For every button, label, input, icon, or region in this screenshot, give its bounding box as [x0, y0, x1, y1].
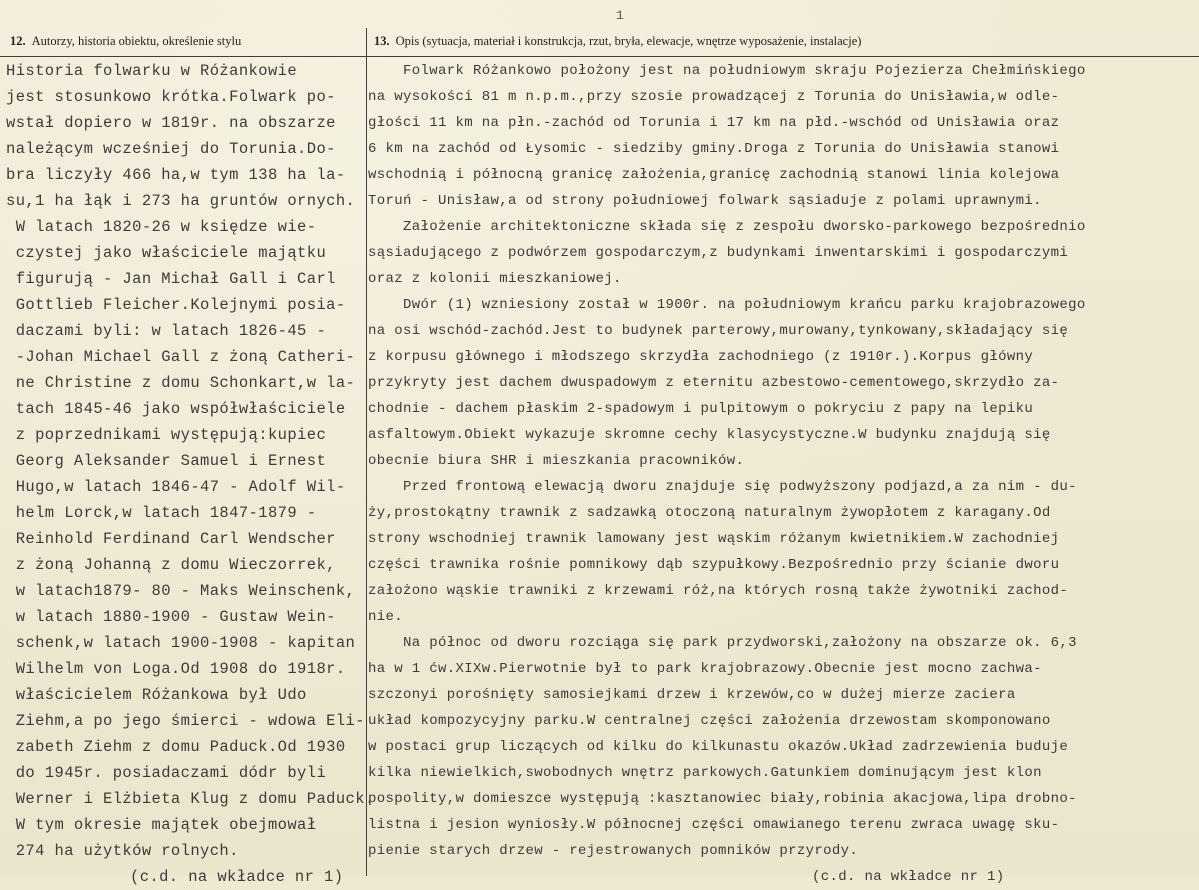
- text-line: układ kompozycyjny parku.W centralnej części założenia drzewostam skomponowano: [368, 713, 1051, 729]
- text-line: części trawnika rośnie pomnikowy dąb szypułkowy.Bezpośrednio przy ścianie dworu: [368, 557, 1060, 573]
- text-line: daczami byli: w latach 1826-45 -: [6, 322, 327, 340]
- text-line: założono wąskie trawniki z krzewami róż,na których rosną także żywotniki zachod-: [368, 583, 1069, 599]
- text-line: listna i jesion wyniosły.W północnej części omawianego terenu zwraca uwagę sku-: [368, 817, 1060, 833]
- continued-note-left: (c.d. na wkładce nr 1): [130, 868, 344, 886]
- text-line: pienie starych drzew - rejestrowanych pomników przyrody.: [368, 843, 859, 859]
- text-line: w latach1879- 80 - Maks Weinschenk,: [6, 582, 356, 600]
- text-line: z żoną Johanną z domu Wieczorrek,: [6, 556, 336, 574]
- text-line: głości 11 km na płn.-zachód od Torunia i 17 km na płd.-wschód od Unisławia oraz: [368, 115, 1060, 131]
- text-line: Werner i Elżbieta Klug z domu Paduck.: [6, 790, 375, 808]
- column-divider: [366, 28, 367, 876]
- text-line: nie.: [368, 609, 404, 625]
- text-line: Przed frontową elewacją dworu znajduje się podwyższony podjazd,a za nim - du-: [368, 479, 1077, 495]
- text-line: do 1945r. posiadaczami dódr byli: [6, 764, 327, 782]
- text-line: kilka niewielkich,swobodnych wnętrz parkowych.Gatunkiem dominującym jest klon: [368, 765, 1042, 781]
- text-line: Założenie architektoniczne składa się z zespołu dworsko-parkowego bezpośrednio: [368, 219, 1086, 235]
- section-12-header: [10, 34, 241, 49]
- section-13-title: Opis (sytuacja, materiał i konstrukcja, rzut, bryła, elewacje, wnętrze wyposażenie, instalacje): [395, 34, 862, 48]
- text-line: schenk,w latach 1900-1908 - kapitan: [6, 634, 356, 652]
- text-line: asfaltowym.Obiekt wykazuje skromne cechy klasycystyczne.W budynku znajdują się: [368, 427, 1051, 443]
- text-line: Ziehm,a po jego śmierci - wdowa Eli-: [6, 712, 365, 730]
- section-13-body: [368, 58, 1199, 890]
- text-line: na osi wschód-zachód.Jest to budynek parterowy,murowany,tynkowany,składający się: [368, 323, 1069, 339]
- text-line: Toruń - Unisław,a od strony południowej folwark sąsiaduje z polami uprawnymi.: [368, 193, 1042, 209]
- text-line: Reinhold Ferdinand Carl Wendscher: [6, 530, 336, 548]
- text-line: figurują - Jan Michał Gall i Carl: [6, 270, 336, 288]
- text-line: Gottlieb Fleicher.Kolejnymi posia-: [6, 296, 346, 314]
- text-line: jest stosunkowo krótka.Folwark po-: [6, 88, 336, 106]
- text-line: zabeth Ziehm z domu Paduck.Od 1930: [6, 738, 346, 756]
- text-line: w postaci grup liczących od kilku do kilkunastu okazów.Układ zadrzewienia buduje: [368, 739, 1069, 755]
- continued-note-right: (c.d. na wkładce nr 1): [812, 869, 1005, 885]
- text-line: czystej jako właściciele majątku: [6, 244, 327, 262]
- text-line: na wysokości 81 m n.p.m.,przy szosie prowadzącej z Torunia do Unisławia,w odle-: [368, 89, 1060, 105]
- text-line: su,1 ha łąk i 273 ha gruntów ornych.: [6, 192, 356, 210]
- section-13-header: [374, 34, 861, 49]
- text-line: przykryty jest dachem dwuspadowym z eternitu azbestowo-cementowego,skrzydło za-: [368, 375, 1060, 391]
- text-line: chodnie - dachem płaskim 2-spadowym i pulpitowym o pokryciu z papy na lepiku: [368, 401, 1034, 417]
- section-12-title: Autorzy, historia obiektu, określenie stylu: [31, 34, 242, 48]
- text-line: Georg Aleksander Samuel i Ernest: [6, 452, 327, 470]
- text-line: 274 ha użytków rolnych.: [6, 842, 239, 860]
- text-line: należącym wcześniej do Torunia.Do-: [6, 140, 336, 158]
- text-line: ne Christine z domu Schonkart,w la-: [6, 374, 356, 392]
- text-line: helm Lorck,w latach 1847-1879 -: [6, 504, 317, 522]
- header-rule: [0, 56, 1199, 57]
- text-line: W tym okresie majątek obejmował: [6, 816, 317, 834]
- section-12-body: [6, 58, 375, 890]
- text-line: tach 1845-46 jako współwłaściciele: [6, 400, 346, 418]
- section-13-number: 13.: [374, 34, 390, 48]
- text-line: strony wschodniej trawnik lamowany jest wąskim różanym kwietnikiem.W zachodniej: [368, 531, 1060, 547]
- page-number: 1: [616, 8, 624, 23]
- text-line: z poprzednikami występują:kupiec: [6, 426, 327, 444]
- text-line: Na północ od dworu rozciąga się park przydworski,założony na obszarze ok. 6,3: [368, 635, 1077, 651]
- text-line: Folwark Różankowo położony jest na południowym skraju Pojezierza Chełmińskiego: [368, 63, 1086, 79]
- text-line: wschodnią i północną granicę założenia,granicę zachodnią stanowi linia kolejowa: [368, 167, 1060, 183]
- text-line: Historia folwarku w Różankowie: [6, 62, 298, 80]
- text-line: wstał dopiero w 1819r. na obszarze: [6, 114, 336, 132]
- text-line: Wilhelm von Loga.Od 1908 do 1918r.: [6, 660, 346, 678]
- text-line: właścicielem Różankowa był Udo: [6, 686, 307, 704]
- text-line: ży,prostokątny trawnik z sadzawką otoczoną naturalnym żywopłotem z karagany.Od: [368, 505, 1051, 521]
- text-line: ha w 1 ćw.XIXw.Pierwotnie był to park krajobrazowy.Obecnie jest mocno zachwa-: [368, 661, 1042, 677]
- text-line: Dwór (1) wzniesiony został w 1900r. na południowym krańcu parku krajobrazowego: [368, 297, 1086, 313]
- text-line: szczonyi porośnięty samosiejkami drzew i krzewów,co w dużej mierze zaciera: [368, 687, 1016, 703]
- text-line: oraz z kolonii mieszkaniowej.: [368, 271, 622, 287]
- text-line: 6 km na zachód od Łysomic - siedziby gminy.Droga z Torunia do Unisławia stanowi: [368, 141, 1060, 157]
- section-12-number: 12.: [10, 34, 26, 48]
- text-line: Hugo,w latach 1846-47 - Adolf Wil-: [6, 478, 346, 496]
- text-line: obecnie biura SHR i mieszkania pracowników.: [368, 453, 745, 469]
- text-line: bra liczyły 466 ha,w tym 138 ha la-: [6, 166, 346, 184]
- text-line: w latach 1880-1900 - Gustaw Wein-: [6, 608, 336, 626]
- text-line: -Johan Michael Gall z żoną Catheri-: [6, 348, 356, 366]
- text-line: pospolity,w domieszce występują :kasztanowiec biały,robinia akacjowa,lipa drobno-: [368, 791, 1077, 807]
- text-line: z korpusu głównego i młodszego skrzydła zachodniego (z 1910r.).Korpus główny: [368, 349, 1034, 365]
- text-line: W latach 1820-26 w księdze wie-: [6, 218, 317, 236]
- text-line: sąsiadującego z podwórzem gospodarczym,z budynkami inwentarskimi i gospodarczymi: [368, 245, 1069, 261]
